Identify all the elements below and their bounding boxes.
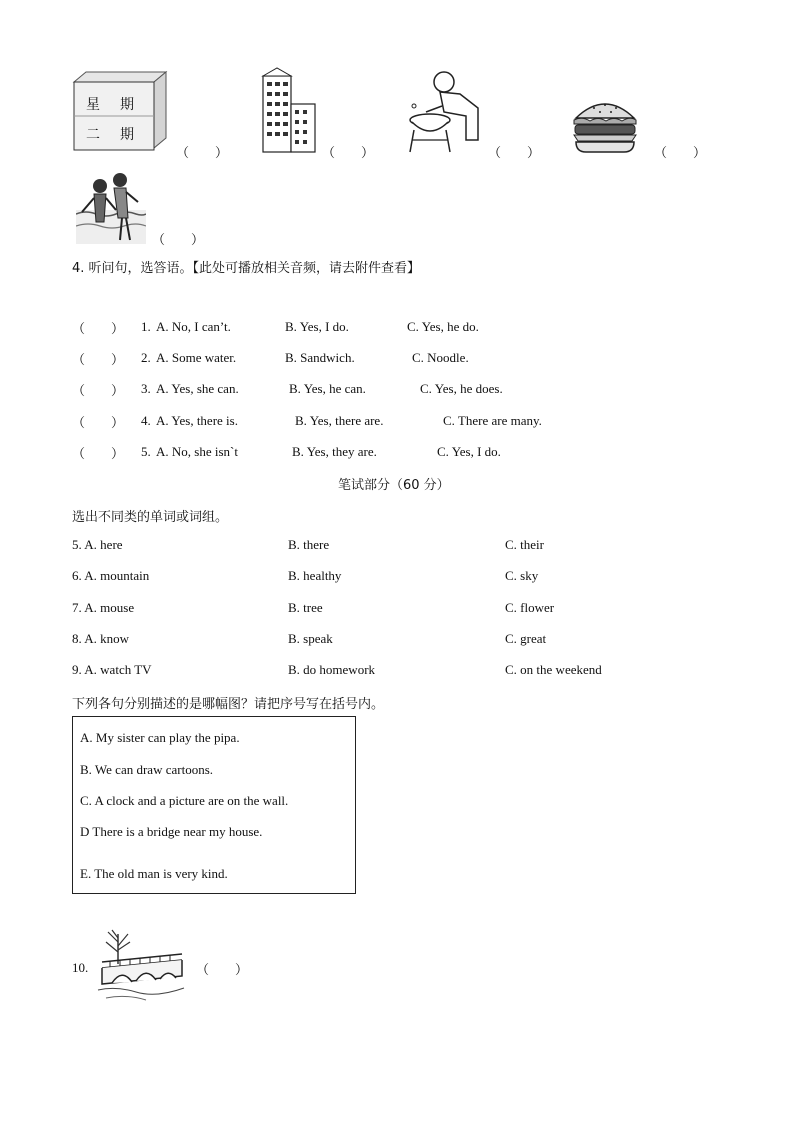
option-b: B. Yes, there are. bbox=[295, 413, 384, 428]
question-number: 5. bbox=[141, 444, 151, 459]
section-4-title: 4. 听问句，选答语。【此处可播放相关音频，请去附件查看】 bbox=[72, 261, 421, 276]
option-b: B. Sandwich. bbox=[285, 350, 355, 365]
sentence-option-a: A. My sister can play the pipa. bbox=[80, 730, 240, 745]
option-a[interactable]: 9. A. watch TV bbox=[72, 662, 152, 677]
option-b: B. Yes, I do. bbox=[285, 319, 349, 334]
answer-paren[interactable]: （ ） bbox=[72, 353, 125, 368]
calendar-label-2a: 二 bbox=[86, 127, 100, 143]
option-a: A. Some water. bbox=[156, 350, 237, 365]
odd-one-out-instruction: 选出不同类的单词或词组。 bbox=[72, 510, 229, 525]
sentence-option-c: C. A clock and a picture are on the wall. bbox=[80, 793, 289, 808]
answer-paren-1[interactable]: （ ） bbox=[176, 146, 229, 161]
option-b: B. Yes, he can. bbox=[289, 381, 366, 396]
hamburger-icon bbox=[572, 96, 638, 154]
option-c: C. Yes, I do. bbox=[437, 444, 501, 459]
option-c[interactable]: C. sky bbox=[505, 568, 539, 583]
option-a: A. No, I can’t. bbox=[156, 319, 231, 334]
option-b[interactable]: B. healthy bbox=[288, 568, 342, 583]
question-number: 1. bbox=[141, 319, 151, 334]
swimming-kids-icon bbox=[76, 170, 146, 244]
option-b[interactable]: B. tree bbox=[288, 600, 323, 615]
option-a[interactable]: 5. A. here bbox=[72, 537, 123, 552]
answer-paren[interactable]: （ ） bbox=[72, 322, 125, 337]
option-c[interactable]: C. their bbox=[505, 537, 544, 552]
option-c: C. There are many. bbox=[443, 413, 542, 428]
calendar-label-2b: 期 bbox=[120, 127, 134, 143]
written-section-heading: 笔试部分（60 分） bbox=[338, 478, 450, 493]
sentence-option-b: B. We can draw cartoons. bbox=[80, 762, 214, 777]
option-c[interactable]: C. on the weekend bbox=[505, 662, 602, 677]
option-b: B. Yes, they are. bbox=[292, 444, 377, 459]
answer-paren[interactable]: （ ） bbox=[72, 447, 125, 462]
question-number: 2. bbox=[141, 350, 151, 365]
option-b[interactable]: B. speak bbox=[288, 631, 333, 646]
bridge-tree-icon bbox=[96, 928, 188, 1004]
answer-paren[interactable]: （ ） bbox=[72, 416, 125, 431]
option-b[interactable]: B. there bbox=[288, 537, 330, 552]
answer-paren-3[interactable]: （ ） bbox=[488, 146, 541, 161]
option-c: C. Yes, he do. bbox=[407, 319, 479, 334]
answer-paren-4[interactable]: （ ） bbox=[654, 146, 707, 161]
buildings-icon bbox=[260, 66, 318, 154]
calendar-label-1b: 期 bbox=[120, 97, 134, 113]
answer-paren-2[interactable]: （ ） bbox=[322, 146, 375, 161]
option-a: A. Yes, she can. bbox=[156, 381, 239, 396]
question-number: 4. bbox=[141, 413, 151, 428]
option-a: A. Yes, there is. bbox=[156, 413, 238, 428]
question-10-number: 10. bbox=[72, 960, 89, 975]
washing-clothes-icon bbox=[404, 68, 484, 154]
option-b[interactable]: B. do homework bbox=[288, 662, 376, 677]
sentence-option-d: D There is a bridge near my house. bbox=[80, 824, 263, 839]
question-number: 3. bbox=[141, 381, 151, 396]
option-c: C. Noodle. bbox=[412, 350, 469, 365]
answer-paren-5[interactable]: （ ） bbox=[152, 233, 205, 248]
option-c[interactable]: C. flower bbox=[505, 600, 555, 615]
matching-instruction: 下列各句分别描述的是哪幅图？请把序号写在括号内。 bbox=[72, 697, 385, 712]
option-a: A. No, she isn`t bbox=[156, 444, 238, 459]
option-a[interactable]: 6. A. mountain bbox=[72, 568, 150, 583]
option-c: C. Yes, he does. bbox=[420, 381, 503, 396]
sentence-option-e: E. The old man is very kind. bbox=[80, 866, 228, 881]
answer-paren-10[interactable]: （ ） bbox=[196, 963, 249, 978]
option-a[interactable]: 7. A. mouse bbox=[72, 600, 135, 615]
answer-paren[interactable]: （ ） bbox=[72, 384, 125, 399]
option-a[interactable]: 8. A. know bbox=[72, 631, 130, 646]
calendar-label-1a: 星 bbox=[86, 97, 100, 113]
option-c[interactable]: C. great bbox=[505, 631, 547, 646]
